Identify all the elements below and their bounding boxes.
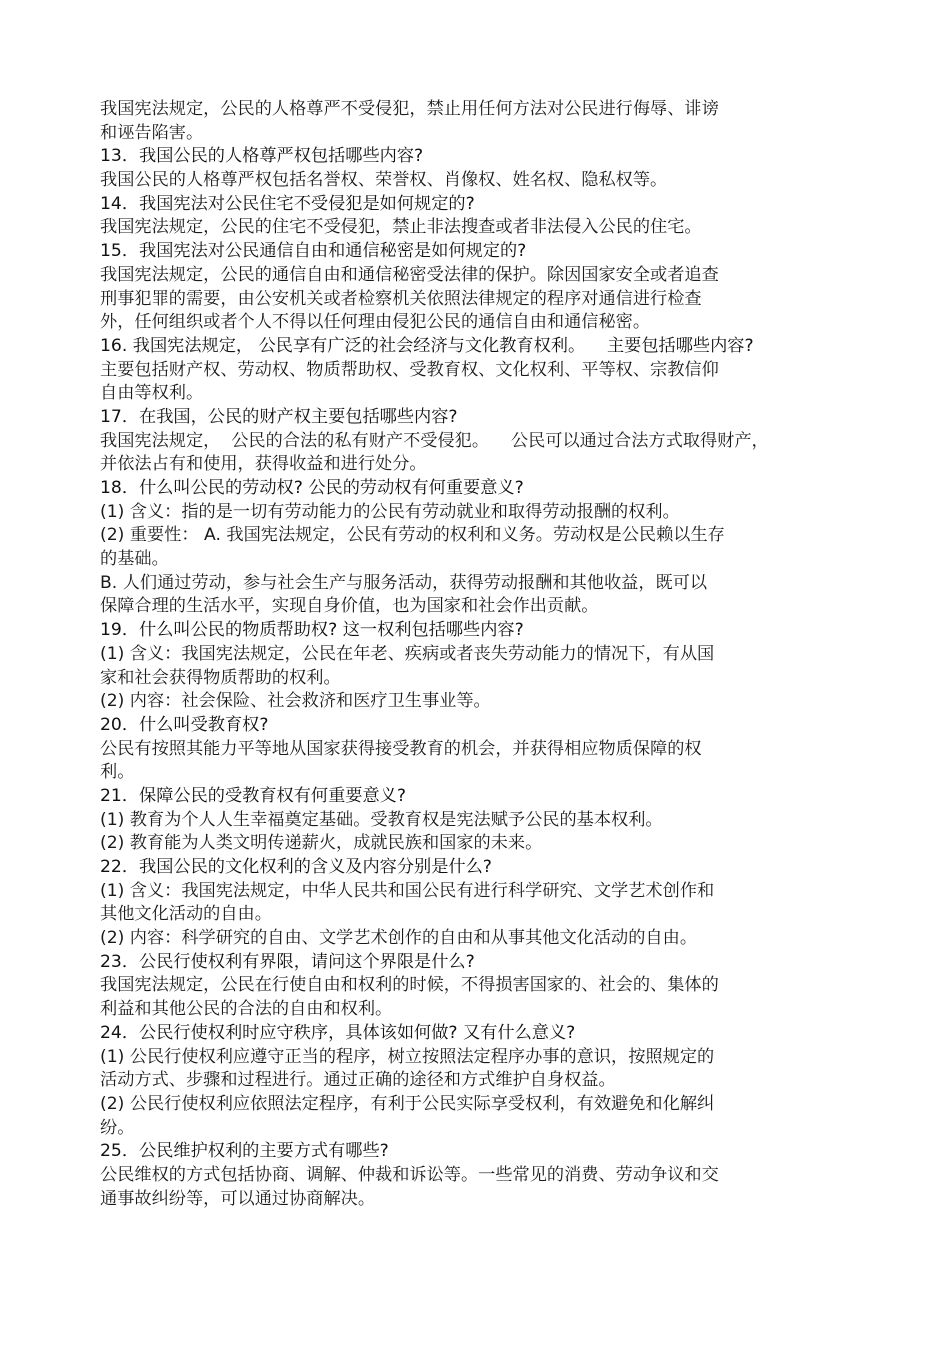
text-line: 公民有按照其能力平等地从国家获得接受教育的机会，并获得相应物质保障的权 xyxy=(100,738,702,759)
text-line: 并依法占有和使用，获得收益和进行处分。 xyxy=(100,454,427,475)
text-line: 我国宪法规定，公民在行使自由和权利的时候，不得损害国家的、社会的、集体的 xyxy=(100,975,719,996)
text-line: 和诬告陷害。 xyxy=(100,122,204,143)
question-heading: 22．我国公民的文化权利的含义及内容分别是什么? xyxy=(100,857,492,877)
text-line: 我国宪法规定，公民的人格尊严不受侵犯，禁止用任何方法对公民进行侮辱、诽谤 xyxy=(100,99,719,119)
text-line: (2) 内容：科学研究的自由、文学艺术创作的自由和从事其他文化活动的自由。 xyxy=(100,928,698,949)
text-line: 其他文化活动的自由。 xyxy=(100,904,272,925)
text-line: 纷。 xyxy=(100,1117,135,1138)
question-heading: 21．保障公民的受教育权有何重要意义? xyxy=(100,785,406,806)
text-line: (1) 含义：我国宪法规定，公民在年老、疾病或者丧失劳动能力的情况下，有从国 xyxy=(100,643,715,664)
text-line: B. 人们通过劳动，参与社会生产与服务活动，获得劳动报酬和其他收益，既可以 xyxy=(100,572,708,593)
question-heading: 24．公民行使权利时应守秩序，具体该如何做? 又有什么意义? xyxy=(100,1022,576,1043)
question-heading: 16. 我国宪法规定， 公民享有广泛的社会经济与文化教育权利。 主要包括哪些内容? xyxy=(100,335,754,356)
text-line: 通事故纠纷等，可以通过协商解决。 xyxy=(100,1188,376,1209)
document-body xyxy=(100,98,880,1211)
text-line: (1) 教育为个人人生幸福奠定基础。受教育权是宪法赋予公民的基本权利。 xyxy=(100,809,663,830)
question-heading: 18．什么叫公民的劳动权? 公民的劳动权有何重要意义? xyxy=(100,478,524,498)
question-heading: 20．什么叫受教育权? xyxy=(100,714,269,735)
question-heading: 23．公民行使权利有界限，请问这个界限是什么? xyxy=(100,951,475,972)
question-heading: 25．公民维护权利的主要方式有哪些? xyxy=(100,1141,389,1162)
text-line: 我国宪法规定，公民的住宅不受侵犯，禁止非法搜查或者非法侵入公民的住宅。 xyxy=(100,217,702,238)
text-line: (1) 含义：我国宪法规定，中华人民共和国公民有进行科学研究、文学艺术创作和 xyxy=(100,880,715,901)
text-line: 主要包括财产权、劳动权、物质帮助权、受教育权、文化权利、平等权、宗教信仰 xyxy=(100,359,719,380)
text-line: (2) 内容：社会保险、社会救济和医疗卫生事业等。 xyxy=(100,691,491,712)
text-line: 自由等权利。 xyxy=(100,383,204,404)
text-line: 活动方式、步骤和过程进行。通过正确的途径和方式维护自身权益。 xyxy=(100,1070,616,1091)
text-line: (2) 重要性： A. 我国宪法规定，公民有劳动的权利和义务。劳动权是公民赖以生存 xyxy=(100,525,725,546)
question-heading: 19．什么叫公民的物质帮助权? 这一权利包括哪些内容? xyxy=(100,620,524,641)
text-line: 利益和其他公民的合法的自由和权利。 xyxy=(100,999,393,1020)
text-line: 我国公民的人格尊严权包括名誉权、荣誉权、肖像权、姓名权、隐私权等。 xyxy=(100,170,668,191)
text-line: (2) 公民行使权利应依照法定程序，有利于公民实际享受权利，有效避免和化解纠 xyxy=(100,1093,715,1114)
text-line: 利。 xyxy=(100,762,135,783)
question-heading: 13．我国公民的人格尊严权包括哪些内容? xyxy=(100,146,424,167)
question-heading: 14．我国宪法对公民住宅不受侵犯是如何规定的? xyxy=(100,193,475,214)
text-line: 保障合理的生活水平，实现自身价值，也为国家和社会作出贡献。 xyxy=(100,596,599,617)
text-line: 我国宪法规定，公民的通信自由和通信秘密受法律的保护。除因国家安全或者追查 xyxy=(100,264,719,285)
question-heading: 17．在我国，公民的财产权主要包括哪些内容? xyxy=(100,406,458,427)
text-line: 公民维权的方式包括协商、调解、仲裁和诉讼等。一些常见的消费、劳动争议和交 xyxy=(100,1164,719,1185)
text-line: 外，任何组织或者个人不得以任何理由侵犯公民的通信自由和通信秘密。 xyxy=(100,312,651,333)
text-line: 我国宪法规定， 公民的合法的私有财产不受侵犯。 公民可以通过合法方式取得财产， xyxy=(100,430,769,451)
text-line: 家和社会获得物质帮助的权利。 xyxy=(100,667,341,688)
question-heading: 15．我国宪法对公民通信自由和通信秘密是如何规定的? xyxy=(100,241,527,262)
text-line: (1) 公民行使权利应遵守正当的程序，树立按照法定程序办事的意识，按照规定的 xyxy=(100,1046,715,1067)
text-line: (1) 含义：指的是一切有劳动能力的公民有劳动就业和取得劳动报酬的权利。 xyxy=(100,501,680,522)
text-line: (2) 教育能为人类文明传递薪火，成就民族和国家的未来。 xyxy=(100,833,543,854)
text-line: 刑事犯罪的需要，由公安机关或者检察机关依照法律规定的程序对通信进行检查 xyxy=(100,288,702,309)
text-line: 的基础。 xyxy=(100,549,169,570)
